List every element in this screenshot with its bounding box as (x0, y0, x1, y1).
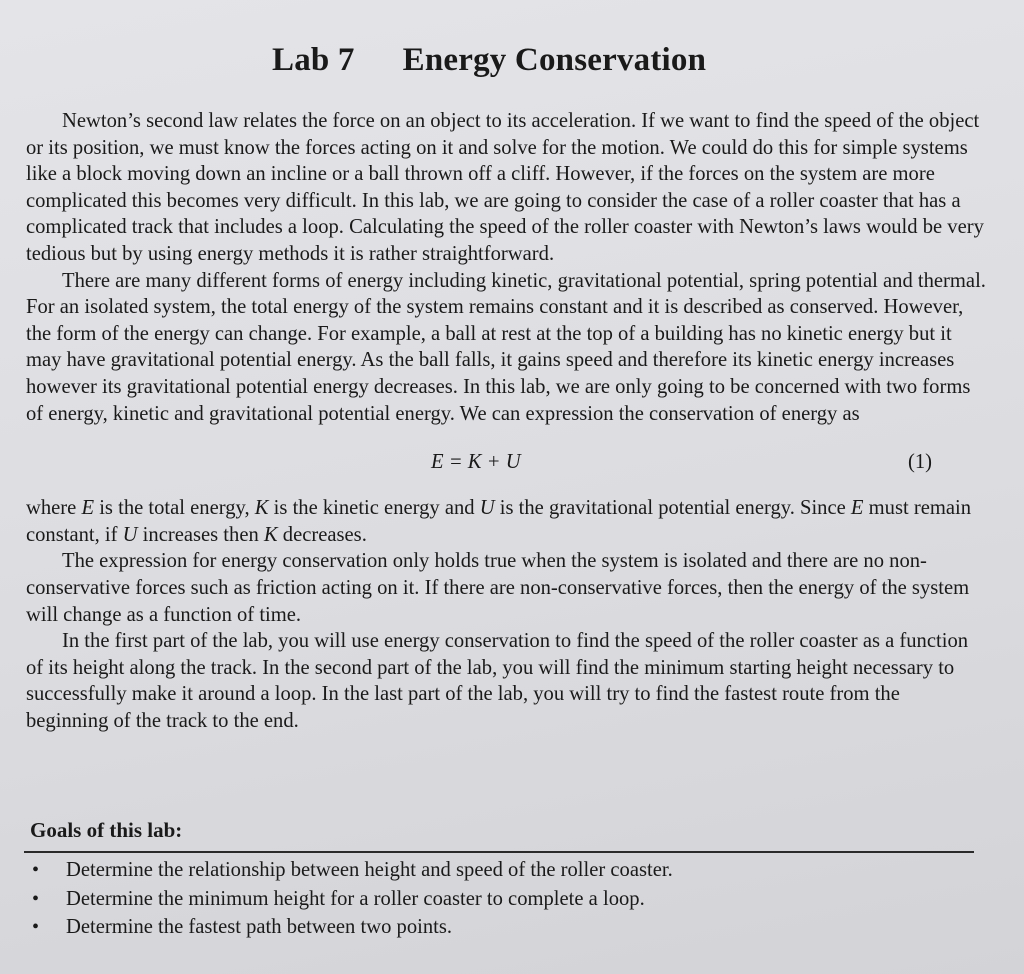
lab-name: Energy Conservation (402, 42, 707, 78)
text-run: where (26, 497, 82, 520)
text-run: must remain constant, if (26, 497, 972, 546)
list-item (30, 885, 673, 914)
text-run: is the gravitational potential energy. Since (494, 497, 851, 520)
variable-e: E (850, 497, 864, 520)
lab-number: Lab 7 (272, 42, 355, 78)
document-body (26, 108, 986, 734)
text-run: decreases. (277, 523, 367, 546)
bullet-icon: • (32, 916, 40, 938)
bullet-icon: • (32, 859, 40, 881)
equation-explanation-paragraph (26, 495, 986, 548)
text-run: increases then (137, 523, 264, 546)
goal-text: Determine the fastest path between two points. (66, 916, 453, 938)
intro-paragraph: Newton’s second law relates the force on an object to its acceleration. If we want to find the speed of the object or its position, we must know the forces acting on it and solve for the motion. We could do this for simple systems like a block moving down an incline or a ball thrown off a cliff. However, if the forces on the system are more complicated this becomes very difficult. In this lab, we are going to consider the case of a roller coaster that has a complicated track that includes a loop. Calculating the speed of the roller coaster with Newton’s laws would be very tedious but by using energy methods it is rather straightforward. (26, 110, 984, 265)
text-run: is the kinetic energy and (268, 497, 480, 520)
lab-parts-paragraph: In the first part of the lab, you will use energy conservation to find the speed of the roller coaster as a function of its height along the track. In the second part of the lab, you will find the minimum starting height necessary to successfully make it around a loop. In the last part of the lab, you will try to find the fastest route from the beginning of the track to the end. (26, 630, 969, 732)
bullet-icon: • (32, 887, 40, 910)
energy-forms-paragraph: There are many different forms of energy including kinetic, gravitational potential, spring potential and thermal. For an isolated system, the total energy of the system remains constant and it is described as conserved. However, the form of the energy can change. For example, a ball at rest at the top of a building has no kinetic energy but it may have gravitational potential energy. As the ball falls, it gains speed and therefore its kinetic energy increases however its gravitational potential energy decreases. In this lab, we are only going to be concerned with two forms of energy, kinetic and gravitational potential energy. We can expression the conservation of energy as (26, 269, 986, 425)
goal-text: Determine the minimum height for a roller coaster to complete a loop. (66, 887, 645, 910)
variable-k: K (263, 523, 278, 546)
goals-divider (24, 851, 974, 853)
goals-list (30, 856, 673, 942)
variable-u: U (122, 523, 138, 546)
list-item (30, 856, 673, 885)
variable-u: U (479, 497, 495, 520)
list-item (30, 913, 673, 942)
text-run: is the total energy, (94, 497, 255, 520)
equation-expression: E = K + U (431, 451, 521, 474)
goals-heading: Goals of this lab: (30, 818, 183, 842)
variable-e: E (81, 497, 95, 520)
variable-k: K (254, 497, 269, 520)
page-title (272, 42, 706, 79)
equation-block (26, 443, 986, 483)
goal-text: Determine the relationship between height and speed of the roller coaster. (66, 859, 673, 881)
non-conservative-paragraph: The expression for energy conservation only holds true when the system is isolated and there are no non-conservative forces such as friction acting on it. If there are non-conservative forces, then the energy of the system will change as a function of time. (26, 550, 970, 626)
equation-number: (1) (908, 451, 933, 474)
